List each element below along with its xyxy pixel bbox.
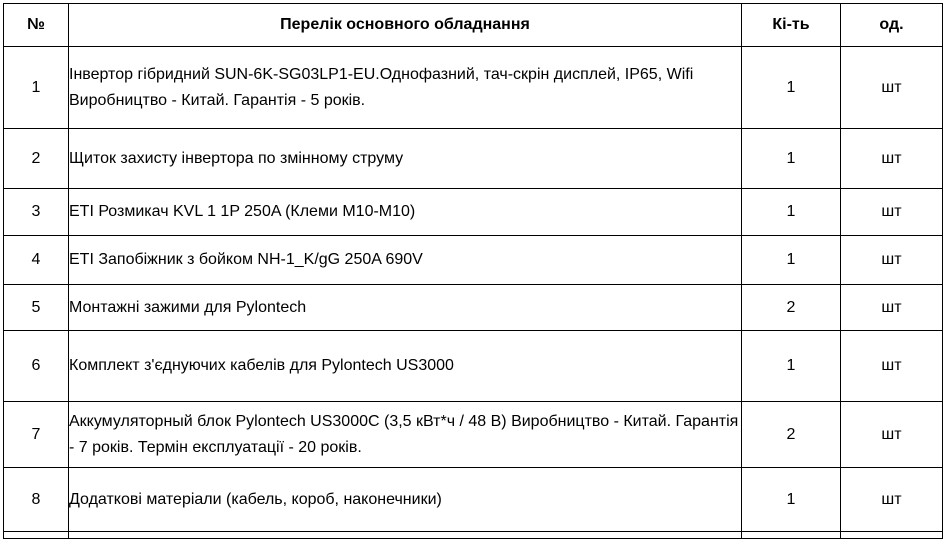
row-name: ETI Запобіжник з бойком NH-1_K/gG 250A 690V: [69, 236, 742, 285]
table-row: [4, 285, 943, 331]
row-unit: шт: [841, 285, 943, 331]
row-quantity: 2: [742, 285, 841, 331]
equipment-table: [3, 3, 943, 539]
row-number: 8: [4, 468, 69, 532]
row-quantity: 2: [742, 402, 841, 468]
row-number: 7: [4, 402, 69, 468]
partial-cell: [4, 532, 69, 539]
row-number: 3: [4, 189, 69, 236]
row-name: Монтажні зажими для Pylontech: [69, 285, 742, 331]
header-number: №: [4, 4, 69, 47]
row-name: Додаткові матеріали (кабель, короб, наконечники): [69, 468, 742, 532]
row-unit: шт: [841, 129, 943, 189]
table-row-partial: [4, 532, 943, 539]
partial-cell: [69, 532, 742, 539]
row-quantity: 1: [742, 129, 841, 189]
row-quantity: 1: [742, 468, 841, 532]
row-name: Інвертор гібридний SUN-6K-SG03LP1-EU.Однофазний, тач-скрін дисплей, IP65, Wifi Виробництво - Китай. Гарантія - 5 років.: [69, 47, 742, 129]
row-quantity: 1: [742, 47, 841, 129]
row-number: 1: [4, 47, 69, 129]
table-row: [4, 468, 943, 532]
table-row: [4, 129, 943, 189]
table-row: [4, 47, 943, 129]
partial-cell: [841, 532, 943, 539]
row-unit: шт: [841, 236, 943, 285]
row-quantity: 1: [742, 331, 841, 402]
row-number: 4: [4, 236, 69, 285]
row-number: 2: [4, 129, 69, 189]
row-unit: шт: [841, 189, 943, 236]
row-unit: шт: [841, 331, 943, 402]
row-name: ETI Розмикач KVL 1 1P 250A (Клеми M10-M10): [69, 189, 742, 236]
row-unit: шт: [841, 47, 943, 129]
row-name: Комплект з'єднуючих кабелів для Pylontech US3000: [69, 331, 742, 402]
header-quantity: Кі-ть: [742, 4, 841, 47]
row-number: 5: [4, 285, 69, 331]
partial-cell: [742, 532, 841, 539]
table-row: [4, 236, 943, 285]
row-unit: шт: [841, 402, 943, 468]
header-unit: од.: [841, 4, 943, 47]
header-equipment-list: Перелік основного обладнання: [69, 4, 742, 47]
table-row: [4, 189, 943, 236]
table-row: [4, 402, 943, 468]
table-row: [4, 331, 943, 402]
row-unit: шт: [841, 468, 943, 532]
row-quantity: 1: [742, 236, 841, 285]
row-name: Щиток захисту інвертора по змінному струму: [69, 129, 742, 189]
row-name: Аккумуляторный блок Pylontech US3000C (3,5 кВт*ч / 48 В) Виробництво - Китай. Гарантія - 7 років. Термін експлуатації - 20 років.: [69, 402, 742, 468]
row-quantity: 1: [742, 189, 841, 236]
row-number: 6: [4, 331, 69, 402]
header-row: [4, 4, 943, 47]
